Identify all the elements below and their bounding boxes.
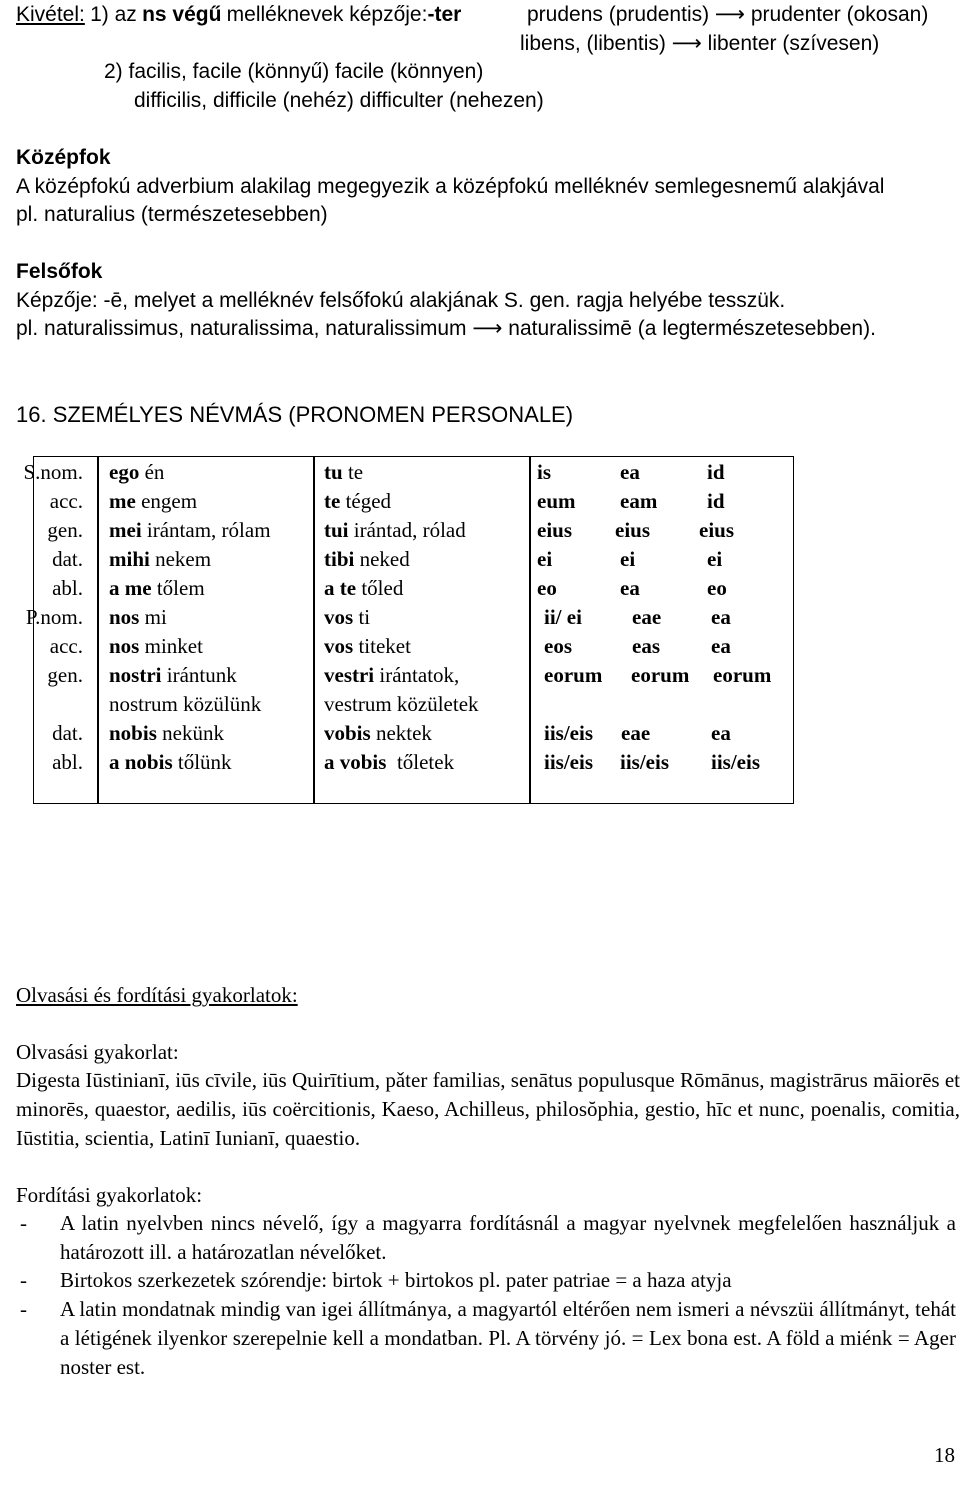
reading-paragraph: Digesta Iūstinianī, iūs cīvile, iūs Quirītium, pǎter familias, senātus populusque Rōmānus, magistrārus māiorēs et minorēs, quaestor, aedilis, iūs coërcitionis, Kaeso, Achilleus, philosŏphia, gestio, hīc et nunc, poenalis, comitia, Iūstitia, scientia, Latinī Iunianī, quaestio. (16, 1068, 960, 1150)
pronoun-cell (324, 487, 391, 516)
third-person-form: eorum (713, 663, 772, 687)
hungarian-meaning: vestrum közületek (324, 692, 479, 716)
pronoun-cell (109, 545, 211, 574)
third-person-form: eorum (544, 663, 603, 687)
case-label: gen. (47, 518, 83, 542)
case-label: acc. (49, 634, 83, 658)
hungarian-meaning: nekem (149, 547, 212, 571)
pronoun-cell (324, 719, 432, 748)
third-person-form: eas (632, 634, 660, 658)
latin-form: vestri (324, 663, 375, 687)
pronoun-cell (324, 690, 479, 719)
pronoun-table (23, 456, 794, 804)
exception-example-2: libens, (libentis) ⟶ libenter (szívesen) (520, 32, 880, 55)
pronoun-cell (109, 516, 271, 545)
felsofok-heading: Felsőfok (16, 260, 103, 283)
third-person-form: eorum (631, 663, 690, 687)
case-label: abl. (52, 750, 83, 774)
exercises-title: Olvasási és fordítási gyakorlatok: (16, 983, 298, 1007)
latin-form: nobis (109, 721, 157, 745)
hungarian-meaning: ti (353, 605, 371, 629)
hungarian-meaning: engem (135, 489, 198, 513)
hungarian-meaning: nekünk (156, 721, 224, 745)
pronoun-cell (324, 574, 403, 603)
list-dash: - (20, 1297, 27, 1321)
hungarian-meaning: irántam, rólam (141, 518, 271, 542)
third-person-form: ea (711, 634, 731, 658)
pronoun-cell (324, 603, 370, 632)
pronoun-cell (109, 719, 224, 748)
pronoun-cell (324, 545, 410, 574)
third-person-form: iis/eis (544, 721, 594, 745)
third-person-form: iis/eis (544, 750, 594, 774)
latin-form: me (109, 489, 136, 513)
pronoun-cell (324, 661, 459, 690)
case-label: abl. (52, 576, 83, 600)
exception-line-1 (16, 0, 461, 29)
list-dash: - (20, 1211, 27, 1235)
hungarian-meaning: irántad, rólad (348, 518, 466, 542)
case-label: acc. (49, 489, 83, 513)
hungarian-meaning: neked (354, 547, 410, 571)
third-person-form: eum (537, 489, 576, 513)
pronoun-cell (324, 458, 363, 487)
latin-form: a vobis (324, 750, 387, 774)
exception-item1-bold: ns végű (142, 3, 222, 26)
third-person-form: eius (615, 518, 651, 542)
pronoun-cell (324, 516, 466, 545)
latin-form: mei (109, 518, 142, 542)
latin-form: a nobis (109, 750, 173, 774)
third-person-form: ea (620, 460, 640, 484)
exception-example-1: prudens (prudentis) ⟶ prudenter (okosan) (527, 3, 929, 26)
case-label: S.nom. (23, 460, 83, 484)
pronoun-cell (109, 603, 167, 632)
exception-item2-line1: 2) facilis, facile (könnyű) facile (könnyen) (104, 60, 484, 83)
third-person-form: ea (711, 721, 731, 745)
third-person-form: iis/eis (711, 750, 761, 774)
exception-item1-suffix: -ter (427, 3, 462, 26)
third-person-form: ea (620, 576, 640, 600)
hungarian-meaning: mi (139, 605, 167, 629)
hungarian-meaning: irántatok, (374, 663, 460, 687)
kozepfok-line1: A középfokú adverbium alakilag megegyezik a középfokú melléknév semlegesnemű alakjával (16, 175, 885, 198)
table-divider (313, 457, 315, 803)
third-person-form: eo (707, 576, 727, 600)
hungarian-meaning: tőlem (151, 576, 205, 600)
third-person-form: id (707, 460, 725, 484)
case-label: dat. (52, 721, 83, 745)
third-person-form: eae (632, 605, 662, 629)
latin-form: vos (324, 634, 354, 658)
third-person-form: eius (537, 518, 573, 542)
hungarian-meaning: te (342, 460, 364, 484)
pronoun-cell (109, 632, 203, 661)
hungarian-meaning: titeket (353, 634, 411, 658)
third-person-form: eos (544, 634, 572, 658)
third-person-form: eo (537, 576, 557, 600)
hungarian-meaning: tőlünk (172, 750, 232, 774)
latin-form: nostri (109, 663, 162, 687)
pronoun-cell (109, 661, 237, 690)
hungarian-meaning: minket (139, 634, 203, 658)
kozepfok-heading: Középfok (16, 146, 111, 169)
hungarian-meaning: én (139, 460, 165, 484)
latin-form: mihi (109, 547, 150, 571)
third-person-form: eius (699, 518, 735, 542)
felsofok-line1: Képzője: -ē, melyet a melléknév felsőfokú alakjának S. gen. ragja helyébe tesszük. (16, 289, 786, 312)
third-person-form: ii/ ei (544, 605, 582, 629)
latin-form: vobis (324, 721, 371, 745)
hungarian-meaning: tőled (356, 576, 404, 600)
page-number: 18 (934, 1443, 955, 1467)
pronoun-cell (109, 574, 205, 603)
latin-form: nos (109, 634, 140, 658)
case-label: gen. (47, 663, 83, 687)
pronoun-cell (109, 458, 164, 487)
hungarian-meaning: irántunk (161, 663, 237, 687)
latin-form: tui (324, 518, 349, 542)
list-item-text: A latin nyelvben nincs névelő, így a magyarra fordításnál a magyar nyelvnek megfelelően használjuk a határozott ill. a határozatlan névelőket. (60, 1211, 956, 1264)
hungarian-meaning: nostrum közülünk (109, 692, 262, 716)
third-person-form: ei (537, 547, 553, 571)
latin-form: te (324, 489, 341, 513)
exception-item1-rest: melléknevek képzője: (226, 3, 428, 26)
third-person-form: ei (620, 547, 636, 571)
case-label: dat. (52, 547, 83, 571)
latin-form: nos (109, 605, 140, 629)
kozepfok-line2: pl. naturalius (természetesebben) (16, 203, 328, 226)
pronoun-cell (324, 748, 454, 777)
reading-subtitle: Olvasási gyakorlat: (16, 1040, 179, 1064)
exception-label: Kivétel: (16, 3, 85, 26)
latin-form: tu (324, 460, 343, 484)
hungarian-meaning: nektek (370, 721, 432, 745)
hungarian-meaning: téged (340, 489, 392, 513)
pronoun-cell (109, 748, 232, 777)
latin-form: a te (324, 576, 357, 600)
third-person-form: iis/eis (620, 750, 670, 774)
latin-form: vos (324, 605, 354, 629)
exception-item2-line2: difficilis, difficile (nehéz) difficulter (nehezen) (134, 89, 544, 112)
latin-form: a me (109, 576, 152, 600)
third-person-form: id (707, 489, 725, 513)
third-person-form: eam (620, 489, 658, 513)
third-person-form: ei (707, 547, 723, 571)
hungarian-meaning: tőletek (386, 750, 455, 774)
section-title: 16. SZEMÉLYES NÉVMÁS (PRONOMEN PERSONALE) (16, 402, 574, 427)
felsofok-line2: pl. naturalissimus, naturalissima, naturalissimum ⟶ naturalissimē (a legtermészetesebben). (16, 317, 876, 340)
list-item-text: A latin mondatnak mindig van igei állítmánya, a magyartól eltérően nem ismeri a névszüi állítmányt, tehát a létigének ilyenkor szerepelnie kell a mondatban. Pl. A törvény jó. = Lex bona est. A föld a miénk = Ager noster est. (60, 1297, 956, 1379)
list-item-text: Birtokos szerkezetek szórendje: birtok + birtokos pl. pater patriae = a haza atyja (60, 1268, 732, 1292)
third-person-form: ea (711, 605, 731, 629)
case-label: P.nom. (25, 605, 83, 629)
list-dash: - (20, 1268, 27, 1292)
table-divider (97, 457, 99, 803)
translation-subtitle: Fordítási gyakorlatok: (16, 1183, 203, 1207)
exception-item1-num: 1) az (90, 3, 137, 26)
latin-form: tibi (324, 547, 355, 571)
pronoun-cell (324, 632, 411, 661)
third-person-form: is (537, 460, 552, 484)
latin-form: ego (109, 460, 140, 484)
pronoun-cell (109, 690, 261, 719)
pronoun-cell (109, 487, 197, 516)
table-divider (529, 457, 531, 803)
third-person-form: eae (621, 721, 651, 745)
